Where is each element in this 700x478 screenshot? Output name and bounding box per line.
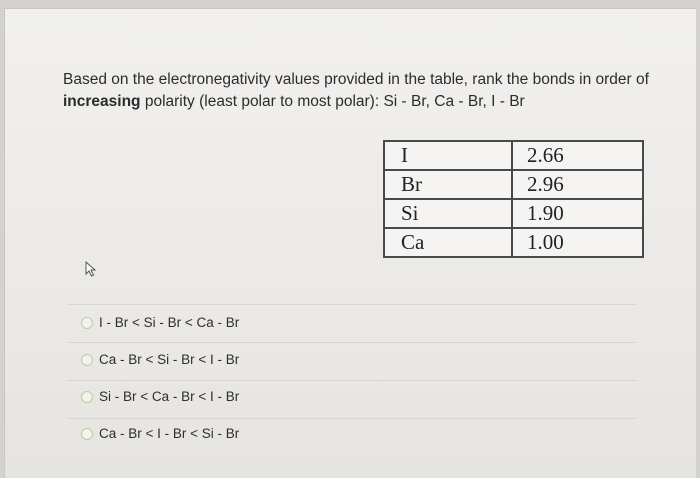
option-divider [67,342,637,343]
value-cell: 2.66 [512,141,643,170]
question-card [4,8,696,478]
element-cell: I [384,141,512,170]
element-cell: Si [384,199,512,228]
table-row [384,141,643,170]
question-text-after: polarity (least polar to most polar): Si - Br, Ca - Br, I - Br [140,93,525,110]
value-cell: 1.00 [512,228,643,257]
answer-option-4[interactable] [81,426,239,441]
table-row [384,228,643,257]
option-label: I - Br < Si - Br < Ca - Br [99,315,240,330]
option-divider [67,418,637,419]
option-divider [67,380,637,381]
option-divider [67,304,637,305]
answer-option-3[interactable] [81,389,239,404]
option-label: Ca - Br < Si - Br < I - Br [99,352,240,367]
option-label: Ca - Br < I - Br < Si - Br [99,426,240,441]
question-emphasis: increasing [63,93,141,110]
electronegativity-table [383,140,644,258]
table-row [384,170,643,199]
radio-button[interactable] [81,428,93,440]
radio-button[interactable] [81,391,93,403]
element-cell: Ca [384,228,512,257]
pointer-cursor-icon [85,261,99,282]
value-cell: 2.96 [512,170,643,199]
value-cell: 1.90 [512,199,643,228]
question-text-before: Based on the electronegativity values provided in the table, rank the bonds in order of [63,71,649,88]
table-row [384,199,643,228]
radio-button[interactable] [81,354,93,366]
element-cell: Br [384,170,512,199]
answer-option-2[interactable] [81,352,239,367]
option-label: Si - Br < Ca - Br < I - Br [99,389,240,404]
answer-option-1[interactable] [81,315,239,330]
question-text [63,69,673,113]
radio-button[interactable] [81,317,93,329]
